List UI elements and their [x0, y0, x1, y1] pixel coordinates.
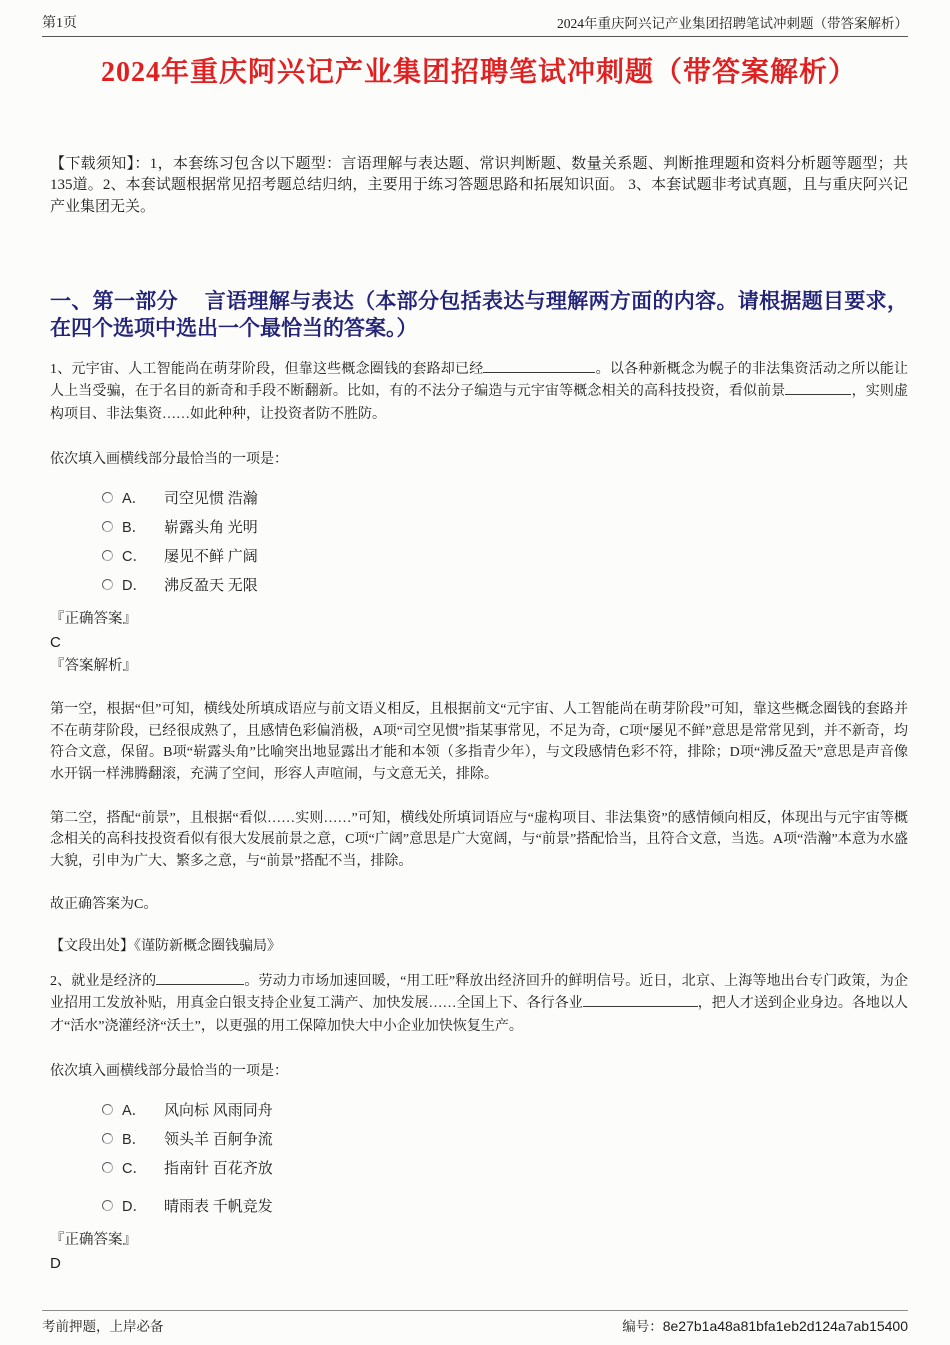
option-letter: C． [122, 1160, 147, 1177]
radio-button-icon[interactable] [102, 1133, 113, 1144]
radio-button-icon[interactable] [102, 1162, 113, 1173]
analysis-conclusion: 故正确答案为C。 [50, 896, 158, 912]
question-1-stem: 1、元宇宙、人工智能尚在萌芽阶段，但靠这些概念圈钱的套路却已经 。以各种新概念为幌子的非法集资活动之所以能让人上当受骗，在于名目的新奇和手段不断翻新。比如，有的不法分子编造与元宇宙等概念相关的高科技投资，看似前景 ，实则虚构项目、非法集资……如此种种，让投资者防不胜防。 [50, 359, 908, 426]
question-2-options [102, 1098, 908, 1216]
option-row-d[interactable] [102, 1194, 908, 1216]
option-row-a[interactable] [102, 486, 908, 508]
option-text: 指南针 百花齐放 [164, 1160, 273, 1177]
option-text: 风向标 风雨同舟 [164, 1102, 273, 1119]
correct-answer-label: 『正确答案』 [50, 1232, 137, 1248]
option-text: 沸反盈天 无限 [164, 577, 258, 594]
option-text: 司空见惯 浩瀚 [164, 490, 258, 507]
download-notice: 【下载须知】：1，本套练习包含以下题型：言语理解与表达题、常识判断题、数量关系题、判断推理题和资料分析题等题型；共135道。2、本套试题根据常见招考题总结归纳，主要用于练习答题思路和拓展知识面。 3、本套试题非考试真题，且与重庆阿兴记产业集团无关。 [50, 156, 908, 215]
footer-serial: 编号：8e27b1a48a81bfa1eb2d124a7ab15400 [622, 1318, 908, 1334]
option-row-a[interactable] [102, 1098, 908, 1120]
option-letter: B． [122, 1131, 147, 1148]
option-text: 屡见不鲜 广阔 [164, 548, 258, 565]
page-number: 第1页 [42, 16, 77, 31]
radio-button-icon[interactable] [102, 1200, 113, 1211]
analysis-label: 『答案解析』 [50, 658, 137, 674]
page-content [50, 40, 908, 1277]
radio-button-icon[interactable] [102, 1104, 113, 1115]
option-row-d[interactable] [102, 573, 908, 595]
radio-button-icon[interactable] [102, 492, 113, 503]
question-1-options [102, 486, 908, 595]
option-text: 崭露头角 光明 [164, 519, 258, 536]
question-1-answer-block [50, 609, 908, 677]
correct-answer-label: 『正确答案』 [50, 611, 137, 628]
option-row-c[interactable] [102, 1156, 908, 1178]
page-footer [42, 1310, 908, 1335]
correct-answer-value: D [50, 1255, 61, 1273]
header-doc-title: 2024年重庆阿兴记产业集团招聘笔试冲刺题（带答案解析） [557, 16, 908, 31]
option-text: 晴雨表 千帆竞发 [164, 1198, 273, 1215]
document-title: 2024年重庆阿兴记产业集团招聘笔试冲刺题（带答案解析） [100, 57, 857, 88]
option-letter: D． [122, 1198, 147, 1215]
option-letter: B． [122, 519, 147, 536]
correct-answer-value: C [50, 634, 61, 652]
radio-button-icon[interactable] [102, 550, 113, 561]
answer-blank [156, 971, 244, 985]
analysis-paragraph-1: 第一空，根据“但”可知，横线处所填成语应与前文语义相反，且根据前文“元宇宙、人工智能尚在萌芽阶段”可知，靠这些概念圈钱的套路并不在萌芽阶段，已经很成熟了，且感情色彩偏消极，A项“司空见惯”指某事常见，不足为奇，C项“屡见不鲜”意思是常常见到，并不新奇，均符合文意，保留。B项“崭露头角”比喻突出地显露出才能和本领（多指青少年），与文段感情色彩不符，排除；D项“沸反盈天”意思是声音像水开锅一样沸腾翻滚，充满了空间，形容人声喧闹，与文意无关，排除。 [50, 702, 908, 783]
question-2-answer-block [50, 1230, 908, 1275]
analysis-paragraph-2: 第二空，搭配“前景”，且根据“看似……实则……”可知，横线处所填词语应与“虚构项目、非法集资”的感情倾向相反，体现出与元宇宙等概念相关的高科技投资看似有很大发展前景之意，C项“广阔”意思是广大宽阔，与“前景”搭配恰当，且符合文意，当选。A项“浩瀚”本意为水盛大貌，引申为广大、繁多之意，与“前景”搭配不当，排除。 [50, 810, 908, 870]
question-2-stem: 2、就业是经济的 。劳动力市场加速回暖，“用工旺”释放出经济回升的鲜明信号。近日，北京、上海等地出台专门政策，为企业招用工发放补贴，用真金白银支持企业复工满产、加快发展……全国上下、各行各业 ，把人才送到企业身边。各地以人才“活水”浇灌经济“沃土”，以更强的用工保障加快大中小企业加快恢复生产。 [50, 971, 908, 1038]
option-row-b[interactable] [102, 1127, 908, 1149]
question-1-prompt: 依次填入画横线部分最恰当的一项是： [50, 452, 288, 468]
option-row-b[interactable] [102, 515, 908, 537]
option-text: 领头羊 百舸争流 [164, 1131, 273, 1148]
option-letter: A． [122, 1102, 147, 1119]
option-letter: D． [122, 577, 147, 594]
question-2-prompt: 依次填入画横线部分最恰当的一项是： [50, 1064, 288, 1079]
page-header [42, 12, 908, 37]
answer-blank [583, 993, 698, 1007]
option-row-c[interactable] [102, 544, 908, 566]
footer-slogan: 考前押题，上岸必备 [42, 1319, 164, 1334]
section-heading: 一、第一部分 言语理解与表达（本部分包括表达与理解两方面的内容。请根据题目要求，在四个选项中选出一个最恰当的答案。） [50, 288, 908, 340]
answer-blank [483, 359, 595, 373]
radio-button-icon[interactable] [102, 579, 113, 590]
radio-button-icon[interactable] [102, 521, 113, 532]
option-letter: C． [122, 548, 147, 565]
passage-source: 【文段出处】《谨防新概念圈钱骗局》 [50, 938, 281, 954]
option-letter: A． [122, 490, 147, 507]
answer-blank [785, 381, 851, 395]
